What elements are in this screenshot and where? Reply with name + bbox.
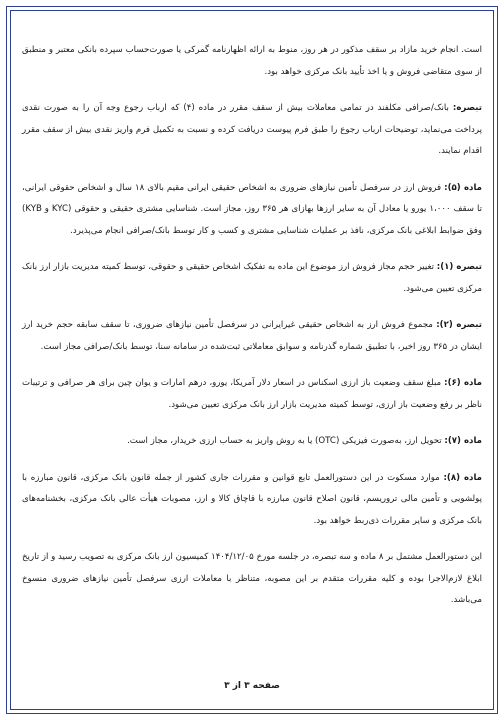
article-label: ماده (۷): (444, 436, 482, 446)
page-number: صفحه ۳ از ۳ (224, 681, 280, 691)
article-6 (22, 373, 482, 416)
paragraph-text: این دستورالعمل مشتمل بر ۸ ماده و سه تبصره، در جلسه مورخ ۱۴۰۴/۱۲/۰۵ کمیسیون ارز بانک مرکزی به تصویب رسید و از تاریخ ابلاغ لازم‌الاجرا بوده و کلیه مقررات متقدم بر این مصوبه، متناظر با معاملات ارزی سرفصل تأمین نیازهای ضروری منسوخ می‌باشد. (22, 552, 483, 605)
paragraph-text: فروش ارز در سرفصل تأمین نیازهای ضروری به اشخاص حقیقی ایرانی مقیم بالای ۱۸ سال و اشخاص حقوقی ایرانی، تا سقف ۱،۰۰۰ یورو یا معادل آن به سایر ارزها بهازای هر ۳۶۵ روز، مجاز است. شناسایی مشتری حقیقی و حقوقی (KYC و KYB) وفق ضوابط ابلاغی بانک مرکزی، نافذ بر عملیات شناسایی مشتری و کسب و کار توسط بانک/صرافی انجام می‌پذیرد. (22, 182, 482, 236)
note-label: تبصره (۲): (436, 320, 483, 330)
paragraph-text: تغییر حجم مجاز فروش ارز موضوع این ماده به تفکیک اشخاص حقیقی و حقوقی، توسط کمیته مدیریت بازار ارز بانک مرکزی تعیین می‌شود. (22, 262, 482, 294)
article-8 (22, 468, 482, 533)
paragraph-text: بانک/صرافی مکلفند در تمامی معاملات بیش از سقف مقرر در ماده (۴) که ارباب رجوع وجه آن را به صورت نقدی پرداخت می‌نماید، توضیحات ارباب رجوع را طبق فرم پیوست دریافت کرده و نسبت به تکمیل فرم واریز نقدی بیش از سقف مقرر اقدام نمایند. (22, 103, 482, 156)
note-1 (22, 257, 482, 300)
note-article-4 (22, 98, 482, 163)
paragraph-text: مبلغ سقف وضعیت باز ارزی اسکناس در اسعار دلار آمریکا، یورو، درهم امارات و یوان چین برای هر صرافی و ترتیبات ناظر بر رفع وضعیت باز ارزی، توسط کمیته مدیریت بازار ارز بانک مرکزی تعیین می‌شود. (22, 378, 482, 410)
closing-paragraph (22, 547, 482, 612)
paragraph-continuation (22, 40, 482, 83)
paragraph-text: موارد مسکوت در این دستورالعمل تابع قوانین و مقررات جاری کشور از جمله قانون بانک مرکزی، قانون مبارزه با پولشویی و تأمین مالی تروریسم، قانون اصلاح قانون مبارزه با قاچاق کالا و ارز، مصوبات هیأت عالی بانک مرکزی، بخشنامه‌های بانک مرکزی و سایر مقررات ذی‌ربط خواهد بود. (22, 472, 482, 526)
article-label: ماده (۵): (444, 182, 483, 193)
article-7 (22, 431, 482, 453)
paragraph-text: تحویل ارز، به‌صورت فیزیکی (OTC) یا به روش واریز به حساب ارزی خریدار، مجاز است. (127, 436, 445, 446)
article-5 (22, 178, 482, 243)
document-body (22, 40, 482, 612)
paragraph-text: مجموع فروش ارز به اشخاص حقیقی غیرایرانی در سرفصل تأمین نیازهای ضروری، تا سقف سابقه حجم خرید ارز ایشان در ۳۶۵ روز اخیر، با تطبیق شماره گذرنامه و سوابق معاملاتی ثبت‌شده در سامانه سنا، توسط بانک/صرافی مجاز است. (22, 320, 482, 352)
paragraph-text: است. انجام خرید مازاد بر سقف مذکور در هر روز، منوط به ارائه اظهارنامه گمرکی یا صورت‌حساب سپرده بانکی معتبر و منطبق از سوی متقاضی فروش و یا اخذ تأیید بانک مرکزی خواهد بود. (22, 45, 482, 77)
note-2 (22, 315, 482, 358)
note-label: تبصره: (452, 103, 482, 113)
article-label: ماده (۶): (444, 378, 482, 388)
note-label: تبصره (۱): (436, 262, 482, 272)
article-label: ماده (۸): (443, 472, 482, 483)
